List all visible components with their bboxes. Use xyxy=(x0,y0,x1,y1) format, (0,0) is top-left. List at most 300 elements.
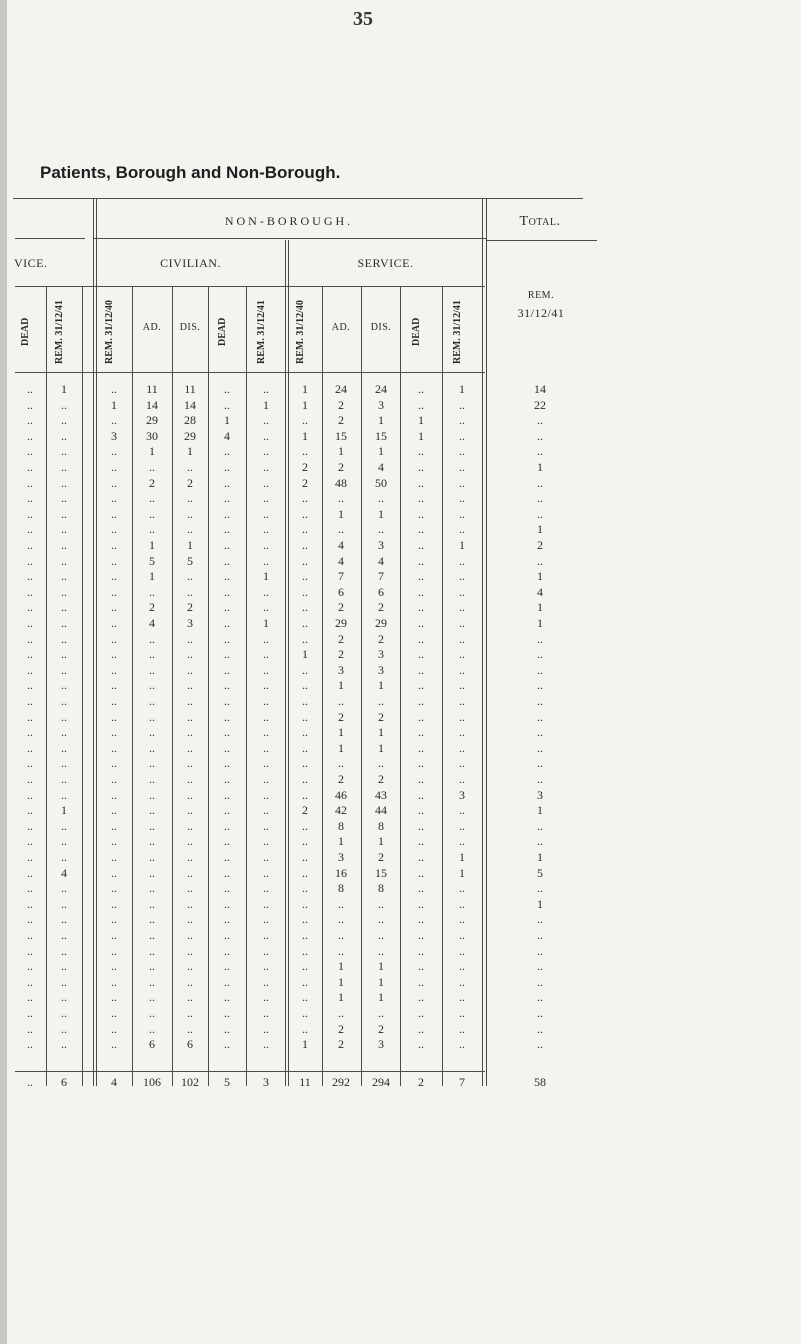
table-cell: .. xyxy=(302,818,308,833)
table-cell: .. xyxy=(149,896,155,911)
table-cell: .. xyxy=(459,475,465,490)
header-total-rem: REM. xyxy=(527,290,555,301)
table-cell: .. xyxy=(27,382,33,396)
table-cell: .. xyxy=(61,397,67,412)
table-cell: .. xyxy=(61,928,67,942)
table-cell: .. xyxy=(61,1037,67,1052)
table-cell: .. xyxy=(537,1021,543,1036)
table-cell: .. xyxy=(111,694,117,708)
table-cell: .. xyxy=(27,538,33,552)
table-cell: .. xyxy=(459,1021,465,1036)
page-title: Patients, Borough and Non-Borough. xyxy=(40,163,341,182)
table-cell: .. xyxy=(459,943,465,958)
table-cell: 4 xyxy=(338,538,344,552)
table-cell: .. xyxy=(27,491,33,506)
table-cell: .. xyxy=(302,725,308,740)
table-cell: .. xyxy=(378,943,384,958)
table-cell: .. xyxy=(149,491,155,506)
table-cell: .. xyxy=(149,990,155,1005)
table-cell: .. xyxy=(537,756,543,771)
table-cell: .. xyxy=(61,818,67,833)
column-header: REM. 31/12/40 xyxy=(295,300,306,364)
table-cell: .. xyxy=(187,834,193,849)
table-cell: .. xyxy=(418,803,424,818)
column-header: REM. 31/12/41 xyxy=(452,300,463,364)
table-cell: .. xyxy=(459,881,465,896)
column-header: REM. 31/12/41 xyxy=(54,300,65,364)
table-cell: 1 xyxy=(338,990,344,1005)
table-cell: .. xyxy=(537,444,543,459)
table-cell: .. xyxy=(111,772,117,786)
table-cell: 1 xyxy=(378,959,384,974)
table-cell: .. xyxy=(61,1021,67,1036)
table-cell: .. xyxy=(537,1006,543,1020)
table-cell: 7 xyxy=(378,569,384,584)
table-cell: 1 xyxy=(537,600,543,615)
table-cell: .. xyxy=(149,740,155,755)
table-cell: .. xyxy=(459,522,465,537)
table-cell: .. xyxy=(378,694,384,708)
table-cell: 1 xyxy=(537,460,543,474)
table-cell: .. xyxy=(27,787,33,802)
table-cell: 1 xyxy=(378,678,384,693)
table-cell: .. xyxy=(418,974,424,989)
table-cell: 1 xyxy=(459,382,465,396)
table-cell: .. xyxy=(459,428,465,443)
table-cell: .. xyxy=(27,881,33,896)
vrule-15 xyxy=(486,198,487,1086)
table-cell: .. xyxy=(302,772,308,786)
table-cell: .. xyxy=(27,990,33,1005)
table-cell: .. xyxy=(27,569,33,584)
table-cell: .. xyxy=(224,491,230,506)
table-cell: 3 xyxy=(537,787,543,802)
table-cell: .. xyxy=(418,694,424,708)
table-cell: .. xyxy=(263,584,269,599)
vrule-14 xyxy=(482,198,483,1086)
table-cell: .. xyxy=(418,475,424,490)
table-cell: 1 xyxy=(418,413,424,428)
table-cell: 3 xyxy=(378,662,384,677)
table-cell: 29 xyxy=(375,616,387,630)
table-cell: 1 xyxy=(378,974,384,989)
total-cell: 7 xyxy=(459,1075,465,1089)
table-cell: .. xyxy=(418,616,424,630)
table-cell: .. xyxy=(111,553,117,568)
table-cell: .. xyxy=(61,709,67,724)
table-cell: 6 xyxy=(378,584,384,599)
table-cell: 14 xyxy=(534,382,546,396)
table-cell: .. xyxy=(537,631,543,646)
table-cell: .. xyxy=(263,990,269,1005)
table-cell: .. xyxy=(537,694,543,708)
table-cell: .. xyxy=(302,522,308,537)
table-cell: 7 xyxy=(338,569,344,584)
table-cell: .. xyxy=(111,678,117,693)
table-cell: .. xyxy=(111,990,117,1005)
table-cell: 1 xyxy=(537,803,543,818)
table-cell: .. xyxy=(187,662,193,677)
table-cell: .. xyxy=(459,553,465,568)
table-cell: .. xyxy=(61,413,67,428)
table-cell: 1 xyxy=(338,678,344,693)
vrule-9 xyxy=(288,240,289,1086)
table-cell: .. xyxy=(338,522,344,537)
table-cell: .. xyxy=(111,647,117,662)
page-number: 35 xyxy=(353,8,373,30)
total-cell: 3 xyxy=(263,1075,269,1089)
table-cell: 24 xyxy=(375,382,387,396)
table-cell: .. xyxy=(61,662,67,677)
table-cell: .. xyxy=(149,772,155,786)
table-cell: .. xyxy=(111,662,117,677)
table-cell: 14 xyxy=(184,397,196,412)
table-cell: .. xyxy=(187,491,193,506)
table-cell: .. xyxy=(418,600,424,615)
table-cell: .. xyxy=(61,943,67,958)
table-cell: .. xyxy=(537,413,543,428)
vrule-2 xyxy=(93,198,94,1086)
table-cell: 15 xyxy=(375,865,387,880)
table-cell: 2 xyxy=(302,803,308,818)
table-cell: .. xyxy=(263,1006,269,1020)
table-cell: .. xyxy=(459,616,465,630)
table-cell: .. xyxy=(27,553,33,568)
table-cell: .. xyxy=(61,428,67,443)
table-cell: .. xyxy=(302,506,308,521)
table-cell: .. xyxy=(537,928,543,942)
table-cell: 3 xyxy=(459,787,465,802)
table-cell: 2 xyxy=(338,413,344,428)
table-cell: .. xyxy=(459,772,465,786)
table-cell: .. xyxy=(302,740,308,755)
table-cell: .. xyxy=(27,912,33,927)
table-cell: .. xyxy=(302,413,308,428)
table-cell: .. xyxy=(459,694,465,708)
table-cell: .. xyxy=(187,912,193,927)
table-cell: .. xyxy=(61,694,67,708)
table-cell: .. xyxy=(224,662,230,677)
table-cell: .. xyxy=(111,865,117,880)
table-cell: .. xyxy=(378,928,384,942)
table-cell: .. xyxy=(418,896,424,911)
table-cell: .. xyxy=(27,1021,33,1036)
table-cell: 48 xyxy=(335,475,347,490)
table-cell: .. xyxy=(61,569,67,584)
table-cell: .. xyxy=(459,818,465,833)
table-cell: .. xyxy=(537,912,543,927)
table-cell: .. xyxy=(224,694,230,708)
table-cell: .. xyxy=(149,943,155,958)
table-cell: .. xyxy=(459,600,465,615)
table-cell: .. xyxy=(263,881,269,896)
table-cell: .. xyxy=(61,756,67,771)
column-header: REM. 31/12/41 xyxy=(256,300,267,364)
table-cell: .. xyxy=(537,709,543,724)
table-cell: .. xyxy=(187,725,193,740)
table-cell: .. xyxy=(149,756,155,771)
vrule-12 xyxy=(400,286,401,1086)
table-cell: 1 xyxy=(302,397,308,412)
table-cell: .. xyxy=(302,538,308,552)
table-cell: .. xyxy=(459,569,465,584)
table-cell: .. xyxy=(459,631,465,646)
table-cell: 2 xyxy=(187,600,193,615)
vrule-5 xyxy=(172,286,173,1086)
table-cell: .. xyxy=(27,772,33,786)
table-cell: .. xyxy=(27,1037,33,1052)
vrule-13 xyxy=(442,286,443,1086)
table-cell: .. xyxy=(27,959,33,974)
table-cell: 11 xyxy=(184,382,196,396)
table-cell: 16 xyxy=(335,865,347,880)
table-cell: .. xyxy=(27,662,33,677)
table-cell: .. xyxy=(224,522,230,537)
table-cell: .. xyxy=(61,740,67,755)
rule-nonborough-under xyxy=(93,238,487,239)
table-cell: .. xyxy=(459,584,465,599)
table-cell: .. xyxy=(187,896,193,911)
table-cell: .. xyxy=(418,647,424,662)
table-cell: 4 xyxy=(537,584,543,599)
table-cell: .. xyxy=(418,912,424,927)
table-cell: 2 xyxy=(338,709,344,724)
table-cell: .. xyxy=(27,506,33,521)
table-cell: 1 xyxy=(338,444,344,459)
table-cell: .. xyxy=(111,850,117,864)
table-cell: .. xyxy=(459,413,465,428)
table-cell: .. xyxy=(111,569,117,584)
table-cell: 2 xyxy=(338,647,344,662)
table-cell: .. xyxy=(418,506,424,521)
table-cell: 1 xyxy=(338,959,344,974)
table-cell: .. xyxy=(61,678,67,693)
table-cell: .. xyxy=(459,974,465,989)
table-cell: 1 xyxy=(459,865,465,880)
table-cell: .. xyxy=(224,678,230,693)
table-cell: 2 xyxy=(338,1021,344,1036)
table-cell: .. xyxy=(459,959,465,974)
table-cell: .. xyxy=(263,740,269,755)
table-cell: 3 xyxy=(338,662,344,677)
table-cell: .. xyxy=(61,444,67,459)
table-cell: .. xyxy=(224,647,230,662)
table-cell: .. xyxy=(263,460,269,474)
table-cell: .. xyxy=(224,569,230,584)
table-cell: .. xyxy=(111,912,117,927)
table-cell: .. xyxy=(149,631,155,646)
table-cell: .. xyxy=(27,600,33,615)
table-cell: .. xyxy=(111,584,117,599)
table-cell: .. xyxy=(418,756,424,771)
table-cell: .. xyxy=(338,928,344,942)
table-cell: 29 xyxy=(146,413,158,428)
header-total: Total. xyxy=(519,214,561,229)
table-cell: 8 xyxy=(338,818,344,833)
table-cell: .. xyxy=(263,382,269,396)
table-cell: 24 xyxy=(335,382,347,396)
table-cell: .. xyxy=(263,850,269,864)
table-cell: .. xyxy=(224,818,230,833)
table-cell: .. xyxy=(224,397,230,412)
table-cell: .. xyxy=(459,662,465,677)
table-cell: .. xyxy=(224,740,230,755)
table-cell: 1 xyxy=(537,616,543,630)
table-cell: .. xyxy=(27,834,33,849)
table-cell: 3 xyxy=(378,647,384,662)
total-cell: 11 xyxy=(299,1075,311,1089)
table-cell: .. xyxy=(537,772,543,786)
table-cell: 1 xyxy=(149,444,155,459)
table-cell: 1 xyxy=(302,382,308,396)
table-cell: .. xyxy=(224,460,230,474)
table-cell: .. xyxy=(302,1006,308,1020)
header-service: SERVICE. xyxy=(357,256,414,270)
total-cell: 6 xyxy=(61,1075,67,1089)
table-cell: .. xyxy=(418,709,424,724)
table-cell: .. xyxy=(187,850,193,864)
table-cell: .. xyxy=(111,756,117,771)
table-cell: .. xyxy=(338,694,344,708)
table-cell: .. xyxy=(302,756,308,771)
table-cell: .. xyxy=(187,818,193,833)
table-cell: .. xyxy=(302,616,308,630)
table-cell: .. xyxy=(537,959,543,974)
table-cell: .. xyxy=(302,834,308,849)
vrule-8 xyxy=(285,240,286,1086)
table-cell: .. xyxy=(149,678,155,693)
table-cell: .. xyxy=(224,1006,230,1020)
table-cell: 15 xyxy=(335,428,347,443)
table-cell: .. xyxy=(149,662,155,677)
total-cell: 58 xyxy=(534,1075,546,1089)
column-header: DIS. xyxy=(370,322,392,333)
table-cell: 1 xyxy=(187,538,193,552)
table-cell: .. xyxy=(378,522,384,537)
table-cell: .. xyxy=(111,740,117,755)
table-cell: .. xyxy=(459,740,465,755)
table-cell: .. xyxy=(537,943,543,958)
table-cell: .. xyxy=(537,491,543,506)
table-cell: .. xyxy=(378,912,384,927)
table-cell: .. xyxy=(27,928,33,942)
table-cell: .. xyxy=(224,772,230,786)
table-cell: .. xyxy=(418,553,424,568)
table-cell: .. xyxy=(111,631,117,646)
table-cell: .. xyxy=(111,959,117,974)
table-cell: .. xyxy=(263,959,269,974)
table-cell: 29 xyxy=(335,616,347,630)
table-cell: .. xyxy=(263,647,269,662)
vrule-10 xyxy=(322,286,323,1086)
table-cell: .. xyxy=(378,491,384,506)
table-cell: 1 xyxy=(187,444,193,459)
table-cell: 44 xyxy=(375,803,387,818)
total-cell: 106 xyxy=(143,1075,161,1089)
table-cell: .. xyxy=(111,896,117,911)
table-cell: 2 xyxy=(378,772,384,786)
table-cell: .. xyxy=(111,1021,117,1036)
table-cell: .. xyxy=(459,912,465,927)
total-cell: 5 xyxy=(224,1075,230,1089)
table-cell: .. xyxy=(418,787,424,802)
table-cell: .. xyxy=(149,912,155,927)
table-cell: 14 xyxy=(146,397,158,412)
table-cell: .. xyxy=(418,834,424,849)
table-cell: .. xyxy=(418,990,424,1005)
table-cell: .. xyxy=(418,865,424,880)
table-cell: 1 xyxy=(263,569,269,584)
table-cell: .. xyxy=(149,584,155,599)
column-header: AD. xyxy=(331,322,351,333)
table-cell: .. xyxy=(111,475,117,490)
table-cell: .. xyxy=(459,803,465,818)
table-cell: .. xyxy=(418,662,424,677)
table-cell: .. xyxy=(224,709,230,724)
table-cell: .. xyxy=(224,959,230,974)
table-cell: .. xyxy=(187,1006,193,1020)
table-cell: 2 xyxy=(338,772,344,786)
table-cell: .. xyxy=(27,818,33,833)
table-cell: .. xyxy=(418,725,424,740)
table-cell: 4 xyxy=(378,553,384,568)
table-cell: .. xyxy=(224,881,230,896)
table-cell: .. xyxy=(27,631,33,646)
table-cell: 1 xyxy=(338,974,344,989)
table-cell: 1 xyxy=(537,522,543,537)
table-cell: 1 xyxy=(459,850,465,864)
table-cell: .. xyxy=(27,444,33,459)
table-cell: .. xyxy=(111,491,117,506)
table-cell: .. xyxy=(61,772,67,786)
table-cell: .. xyxy=(111,413,117,428)
table-cell: 4 xyxy=(149,616,155,630)
table-cell: .. xyxy=(149,834,155,849)
table-cell: .. xyxy=(263,974,269,989)
table-cell: 3 xyxy=(378,397,384,412)
table-cell: .. xyxy=(224,990,230,1005)
table-cell: .. xyxy=(224,974,230,989)
table-cell: 2 xyxy=(338,397,344,412)
table-cell: .. xyxy=(61,475,67,490)
rule-colhead-under xyxy=(15,372,485,373)
table-cell: .. xyxy=(263,506,269,521)
table-cell: .. xyxy=(224,506,230,521)
table-cell: 1 xyxy=(61,382,67,396)
table-cell: 5 xyxy=(187,553,193,568)
table-cell: .. xyxy=(187,974,193,989)
table-cell: 2 xyxy=(338,460,344,474)
table-cell: .. xyxy=(263,818,269,833)
table-cell: .. xyxy=(263,694,269,708)
table-cell: .. xyxy=(61,460,67,474)
table-cell: 2 xyxy=(149,475,155,490)
table-cell: .. xyxy=(418,397,424,412)
table-cell: .. xyxy=(111,382,117,396)
table-cell: .. xyxy=(418,1006,424,1020)
table-cell: 6 xyxy=(149,1037,155,1052)
table-cell: .. xyxy=(418,678,424,693)
table-cell: 1 xyxy=(302,1037,308,1052)
table-cell: .. xyxy=(61,631,67,646)
table-cell: .. xyxy=(537,990,543,1005)
table-cell: .. xyxy=(27,974,33,989)
table-cell: .. xyxy=(263,538,269,552)
table-cell: .. xyxy=(187,631,193,646)
table-cell: .. xyxy=(149,1021,155,1036)
table-cell: .. xyxy=(224,616,230,630)
total-cell: 2 xyxy=(418,1075,424,1089)
